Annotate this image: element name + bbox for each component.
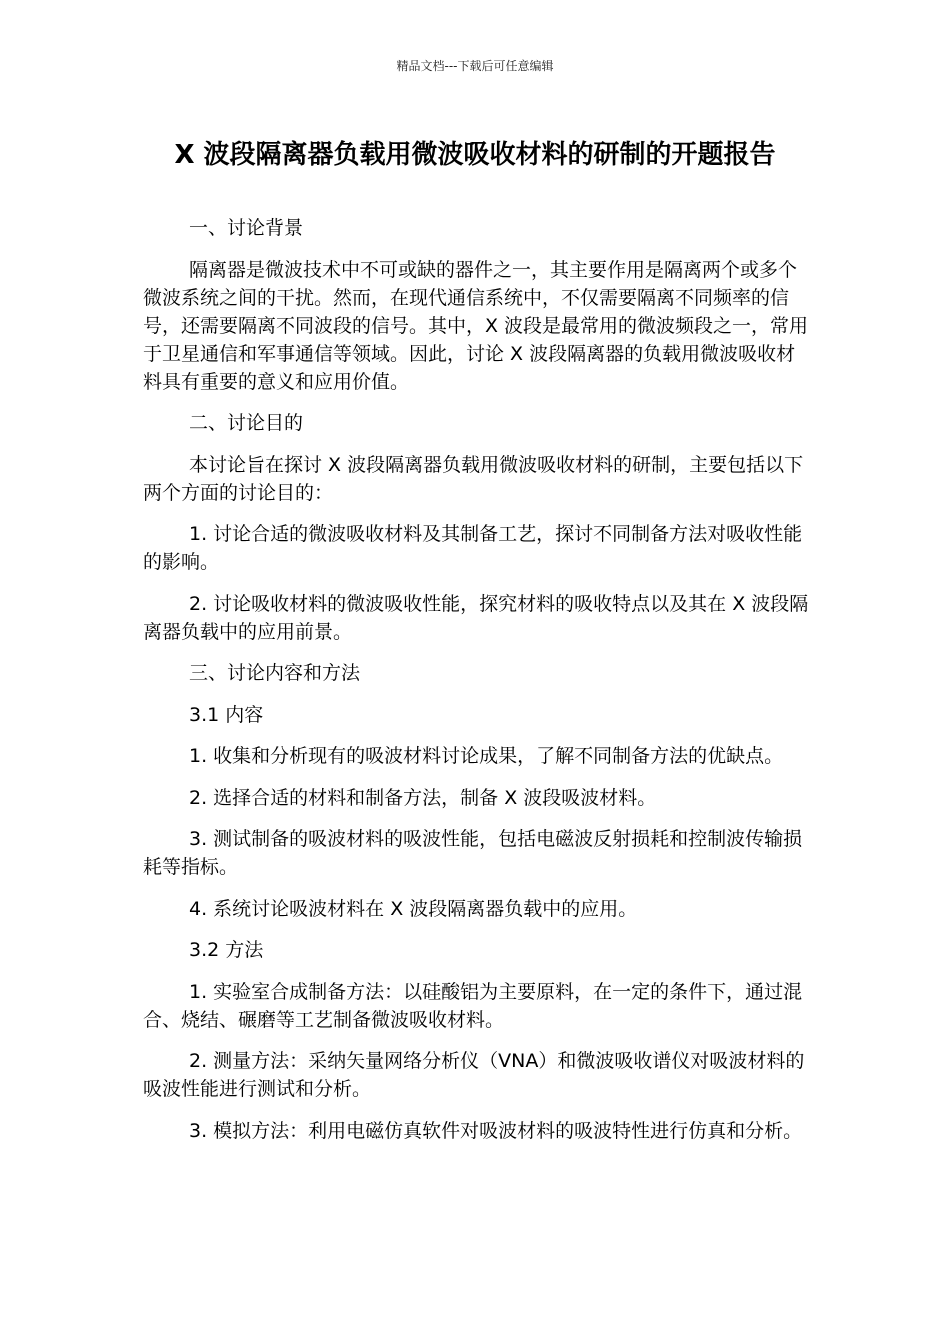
subsection-heading-content: 3.1 内容 bbox=[189, 703, 264, 726]
section-heading-purpose: 二、讨论目的 bbox=[189, 412, 304, 434]
subsection-heading-methods: 3.2 方法 bbox=[189, 939, 264, 961]
document-body bbox=[143, 214, 809, 1158]
section-heading-background: 一、讨论背景 bbox=[189, 217, 304, 239]
method-item-2: 2. 测量方法：采纳矢量网络分析仪（VNA）和微波吸收谱仪对吸波材料的吸波性能进行测试和分析。 bbox=[143, 1050, 805, 1100]
content-item-3: 3. 测试制备的吸波材料的吸波性能，包括电磁波反射损耗和控制波传输损耗等指标。 bbox=[143, 828, 803, 878]
purpose-item-2: 2. 讨论吸收材料的微波吸收性能，探究材料的吸收特点以及其在 X 波段隔离器负载中的应用前景。 bbox=[143, 592, 809, 643]
content-item-2: 2. 选择合适的材料和制备方法，制备 X 波段吸波材料。 bbox=[189, 786, 657, 809]
paragraph-background: 隔离器是微波技术中不可或缺的器件之一，其主要作用是隔离两个或多个微波系统之间的干扰。然而，在现代通信系统中，不仅需要隔离不同频率的信号，还需要隔离不同波段的信号。其中，X 波段是最常用的微波频段之一，常用于卫星通信和军事通信等领域。因此，讨论 X 波段隔离器的负载用微波吸收材料具有重要的意义和应用价值。 bbox=[143, 258, 809, 393]
document-title: X 波段隔离器负载用微波吸收材料的研制的开题报告 bbox=[174, 140, 776, 170]
method-item-3: 3. 模拟方法：利用电磁仿真软件对吸波材料的吸波特性进行仿真和分析。 bbox=[189, 1119, 803, 1142]
content-item-1: 1. 收集和分析现有的吸波材料讨论成果，了解不同制备方法的优缺点。 bbox=[189, 745, 784, 767]
section-heading-content-methods: 三、讨论内容和方法 bbox=[189, 662, 361, 684]
method-item-1: 1. 实验室合成制备方法：以硅酸铝为主要原料，在一定的条件下，通过混合、烧结、碾磨等工艺制备微波吸收材料。 bbox=[143, 980, 803, 1031]
purpose-item-1: 1. 讨论合适的微波吸收材料及其制备工艺，探讨不同制备方法对吸收性能的影响。 bbox=[143, 523, 803, 573]
content-item-4: 4. 系统讨论吸波材料在 X 波段隔离器负载中的应用。 bbox=[189, 897, 638, 920]
header-note: 精品文档---下载后可任意编辑 bbox=[396, 59, 554, 73]
paragraph-purpose-intro: 本讨论旨在探讨 X 波段隔离器负载用微波吸收材料的研制，主要包括以下两个方面的讨论目的： bbox=[143, 453, 804, 504]
